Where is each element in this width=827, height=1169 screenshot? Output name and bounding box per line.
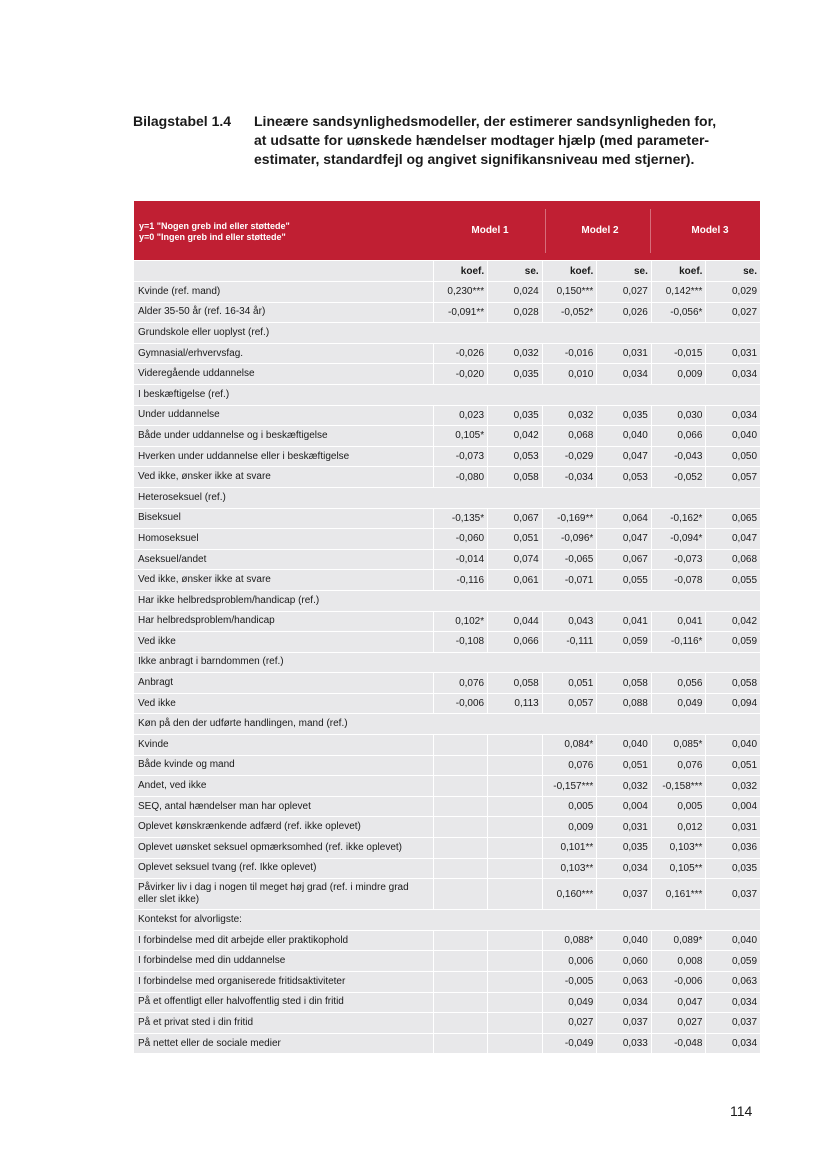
coef-cell: 0,027: [651, 1013, 706, 1033]
coef-cell: 0,032: [542, 406, 597, 426]
coef-cell: -0,080: [433, 467, 488, 487]
row-label: Har ikke helbredsproblem/handicap (ref.): [138, 594, 320, 606]
se-cell: 0,024: [487, 282, 542, 302]
se-cell: 0,055: [596, 570, 651, 590]
se-cell: 0,029: [705, 282, 760, 302]
coef-cell: -0,071: [542, 570, 597, 590]
table-section-row: [134, 591, 760, 612]
se-cell: [487, 879, 542, 909]
row-label: Alder 35-50 år (ref. 16-34 år): [138, 306, 266, 318]
se-cell: 0,031: [596, 817, 651, 837]
table-row: [134, 776, 760, 797]
coef-cell: -0,006: [433, 694, 488, 714]
coef-cell: 0,049: [651, 694, 706, 714]
row-label: Oplevet seksuel tvang (ref. Ikke oplevet): [138, 862, 317, 874]
coef-cell: [433, 1034, 488, 1054]
se-cell: 0,031: [705, 344, 760, 364]
se-cell: 0,034: [705, 993, 760, 1013]
model-2-header: Model 2: [581, 225, 619, 236]
row-label: Køn på den der udførte handlingen, mand (ref.): [138, 718, 348, 730]
subheader-cell: koef.: [651, 261, 706, 281]
se-cell: 0,063: [705, 972, 760, 992]
table-header: [134, 201, 760, 261]
table-row: [134, 303, 760, 324]
coef-cell: -0,014: [433, 550, 488, 570]
model-3-header: Model 3: [691, 225, 729, 236]
coef-cell: -0,006: [651, 972, 706, 992]
coef-cell: -0,029: [542, 447, 597, 467]
coef-cell: [433, 972, 488, 992]
table-section-row: [134, 323, 760, 344]
row-label: [134, 261, 433, 281]
se-cell: 0,042: [705, 612, 760, 632]
row-label: I forbindelse med dit arbejde eller praktikophold: [138, 934, 349, 946]
se-cell: 0,040: [596, 735, 651, 755]
se-cell: 0,051: [705, 756, 760, 776]
row-label: Har helbredsproblem/handicap: [138, 615, 275, 627]
se-cell: 0,026: [596, 303, 651, 323]
se-cell: [487, 735, 542, 755]
coef-cell: 0,006: [542, 951, 597, 971]
se-cell: 0,113: [487, 694, 542, 714]
se-cell: 0,034: [705, 1034, 760, 1054]
se-cell: 0,061: [487, 570, 542, 590]
se-cell: 0,032: [596, 776, 651, 796]
row-label: I forbindelse med organiserede fritidsaktiviteter: [138, 975, 346, 987]
table-row: [134, 859, 760, 880]
se-cell: [487, 1034, 542, 1054]
se-cell: 0,035: [487, 364, 542, 384]
table-row: [134, 632, 760, 653]
se-cell: [487, 972, 542, 992]
table-row: [134, 364, 760, 385]
row-label: Biseksuel: [138, 512, 181, 524]
coef-cell: 0,101**: [542, 838, 597, 858]
dependent-variable: [139, 221, 290, 243]
row-label: Ikke anbragt i barndommen (ref.): [138, 656, 284, 668]
table-row: [134, 817, 760, 838]
se-cell: 0,094: [705, 694, 760, 714]
row-label: Ved ikke: [138, 697, 176, 709]
coef-cell: [433, 735, 488, 755]
se-cell: 0,074: [487, 550, 542, 570]
se-cell: 0,040: [596, 426, 651, 446]
se-cell: 0,064: [596, 509, 651, 529]
se-cell: 0,068: [705, 550, 760, 570]
se-cell: [487, 1013, 542, 1033]
row-label: Homoseksuel: [138, 532, 199, 544]
row-label: På et privat sted i din fritid: [138, 1016, 254, 1028]
row-label: Både under uddannelse og i beskæftigelse: [138, 429, 328, 441]
row-label: Aseksuel/andet: [138, 553, 207, 565]
se-cell: 0,034: [596, 859, 651, 879]
row-label: Oplevet uønsket seksuel opmærksomhed (ref. ikke oplevet): [138, 841, 402, 853]
coef-cell: -0,094*: [651, 529, 706, 549]
se-cell: 0,053: [487, 447, 542, 467]
coef-cell: -0,158***: [651, 776, 706, 796]
se-cell: 0,004: [596, 797, 651, 817]
row-label: Kontekst for alvorligste:: [138, 914, 242, 926]
coef-cell: 0,056: [651, 673, 706, 693]
coef-cell: -0,157***: [542, 776, 597, 796]
coef-cell: [433, 838, 488, 858]
table-row: [134, 993, 760, 1014]
coef-cell: 0,105*: [433, 426, 488, 446]
se-cell: 0,034: [596, 993, 651, 1013]
se-cell: 0,047: [596, 529, 651, 549]
se-cell: 0,041: [596, 612, 651, 632]
coef-cell: 0,010: [542, 364, 597, 384]
coef-cell: 0,103**: [542, 859, 597, 879]
subheader-cell: se.: [596, 261, 651, 281]
row-label: Andet, ved ikke: [138, 780, 207, 792]
row-label: Videregående uddannelse: [138, 368, 255, 380]
coef-cell: 0,043: [542, 612, 597, 632]
coef-cell: -0,049: [542, 1034, 597, 1054]
header-divider: [650, 209, 651, 253]
se-cell: 0,044: [487, 612, 542, 632]
se-cell: 0,034: [596, 364, 651, 384]
coef-cell: [433, 797, 488, 817]
row-label: Oplevet kønskrænkende adfærd (ref. ikke oplevet): [138, 821, 361, 833]
row-label: Grundskole eller uoplyst (ref.): [138, 326, 270, 338]
coef-cell: 0,008: [651, 951, 706, 971]
se-cell: 0,034: [705, 364, 760, 384]
page-number: 114: [730, 1103, 753, 1119]
se-cell: 0,031: [596, 344, 651, 364]
table-row: [134, 529, 760, 550]
coef-cell: -0,052*: [542, 303, 597, 323]
row-label: Under uddannelse: [138, 409, 220, 421]
se-cell: 0,058: [487, 673, 542, 693]
table-row: [134, 509, 760, 530]
coef-cell: 0,066: [651, 426, 706, 446]
se-cell: [487, 993, 542, 1013]
table-row: [134, 570, 760, 591]
table-row: [134, 426, 760, 447]
se-cell: [487, 756, 542, 776]
subheader-cell: koef.: [433, 261, 488, 281]
row-label: Kvinde: [138, 738, 169, 750]
table-section-row: [134, 385, 760, 406]
row-label: Kvinde (ref. mand): [138, 285, 221, 297]
coef-cell: -0,056*: [651, 303, 706, 323]
se-cell: 0,067: [596, 550, 651, 570]
se-cell: [487, 931, 542, 951]
se-cell: 0,067: [487, 509, 542, 529]
row-label: Anbragt: [138, 677, 174, 689]
coef-cell: -0,135*: [433, 509, 488, 529]
table-row: [134, 612, 760, 633]
se-cell: 0,055: [705, 570, 760, 590]
coef-cell: [433, 1013, 488, 1033]
table-row: [134, 467, 760, 488]
subheader-cell: se.: [705, 261, 760, 281]
coef-cell: -0,111: [542, 632, 597, 652]
se-cell: 0,050: [705, 447, 760, 467]
se-cell: 0,037: [705, 879, 760, 909]
table-row: [134, 1034, 760, 1055]
se-cell: 0,047: [596, 447, 651, 467]
coef-cell: -0,048: [651, 1034, 706, 1054]
row-label: Gymnasial/erhvervsfag.: [138, 347, 244, 359]
coef-cell: 0,041: [651, 612, 706, 632]
row-label: Heteroseksuel (ref.): [138, 491, 226, 503]
coef-cell: 0,047: [651, 993, 706, 1013]
coef-cell: 0,030: [651, 406, 706, 426]
coef-cell: -0,162*: [651, 509, 706, 529]
coef-cell: -0,026: [433, 344, 488, 364]
se-cell: 0,027: [705, 303, 760, 323]
coef-cell: 0,105**: [651, 859, 706, 879]
coef-cell: 0,057: [542, 694, 597, 714]
coef-cell: [433, 951, 488, 971]
se-cell: 0,037: [596, 879, 651, 909]
coef-cell: -0,073: [433, 447, 488, 467]
row-label: Påvirker liv i dag i nogen til meget høj grad (ref. i mindre grad eller slet ikke): [138, 882, 409, 906]
se-cell: 0,040: [705, 735, 760, 755]
coef-cell: -0,116*: [651, 632, 706, 652]
table-row: [134, 282, 760, 303]
coef-cell: 0,051: [542, 673, 597, 693]
se-cell: 0,033: [596, 1034, 651, 1054]
se-cell: 0,031: [705, 817, 760, 837]
coef-cell: -0,091**: [433, 303, 488, 323]
se-cell: 0,059: [705, 632, 760, 652]
se-cell: 0,032: [487, 344, 542, 364]
se-cell: 0,058: [705, 673, 760, 693]
row-label: I forbindelse med din uddannelse: [138, 955, 286, 967]
table-row: [134, 931, 760, 952]
row-label: Ved ikke, ønsker ikke at svare: [138, 574, 271, 586]
coef-cell: 0,076: [651, 756, 706, 776]
se-cell: [487, 838, 542, 858]
coef-cell: 0,076: [433, 673, 488, 693]
coef-cell: [433, 859, 488, 879]
table-row: [134, 756, 760, 777]
se-cell: 0,028: [487, 303, 542, 323]
table-row: [134, 550, 760, 571]
se-cell: 0,059: [705, 951, 760, 971]
table-row: [134, 879, 760, 910]
se-cell: 0,065: [705, 509, 760, 529]
coef-cell: -0,005: [542, 972, 597, 992]
se-cell: 0,040: [705, 426, 760, 446]
coef-cell: -0,052: [651, 467, 706, 487]
se-cell: 0,060: [596, 951, 651, 971]
table-row: [134, 406, 760, 427]
table-row: [134, 735, 760, 756]
coef-cell: 0,027: [542, 1013, 597, 1033]
table-row: [134, 972, 760, 993]
se-cell: 0,040: [596, 931, 651, 951]
coef-cell: [433, 776, 488, 796]
coef-cell: -0,096*: [542, 529, 597, 549]
se-cell: 0,058: [596, 673, 651, 693]
table-row: [134, 838, 760, 859]
se-cell: 0,066: [487, 632, 542, 652]
row-label: Ved ikke: [138, 635, 176, 647]
coef-cell: -0,043: [651, 447, 706, 467]
coef-cell: -0,169**: [542, 509, 597, 529]
column-subheader-row: [134, 261, 760, 282]
se-cell: 0,035: [487, 406, 542, 426]
table-section-row: [134, 714, 760, 735]
se-cell: 0,034: [705, 406, 760, 426]
table-section-row: [134, 910, 760, 931]
coef-cell: 0,088*: [542, 931, 597, 951]
se-cell: 0,036: [705, 838, 760, 858]
coef-cell: [433, 993, 488, 1013]
se-cell: [487, 776, 542, 796]
dependent-line-1: y=1 "Nogen greb ind eller støttede": [139, 221, 290, 231]
row-label: Hverken under uddannelse eller i beskæftigelse: [138, 450, 350, 462]
row-label: På nettet eller de sociale medier: [138, 1037, 281, 1049]
coef-cell: 0,084*: [542, 735, 597, 755]
coef-cell: 0,009: [651, 364, 706, 384]
coef-cell: -0,078: [651, 570, 706, 590]
table-section-row: [134, 488, 760, 509]
table-body: [134, 282, 760, 1054]
table-row: [134, 673, 760, 694]
dependent-line-2: y=0 "Ingen greb ind eller støttede": [139, 232, 286, 242]
se-cell: 0,042: [487, 426, 542, 446]
coef-cell: 0,005: [651, 797, 706, 817]
coef-cell: 0,076: [542, 756, 597, 776]
coef-cell: [433, 817, 488, 837]
se-cell: 0,035: [596, 838, 651, 858]
coef-cell: 0,161***: [651, 879, 706, 909]
se-cell: [487, 817, 542, 837]
se-cell: 0,088: [596, 694, 651, 714]
coef-cell: [433, 756, 488, 776]
table-row: [134, 694, 760, 715]
table-row: [134, 447, 760, 468]
caption-title: Lineære sandsynlighedsmodeller, der estimerer sandsynligheden for, at udsatte for uønskede hændelser modtager hjælp (med parameter-estimater, standardfejl og angivet signifikansniveau med stjerner).: [254, 113, 717, 167]
se-cell: 0,057: [705, 467, 760, 487]
coef-cell: 0,085*: [651, 735, 706, 755]
se-cell: 0,059: [596, 632, 651, 652]
row-label: SEQ, antal hændelser man har oplevet: [138, 800, 311, 812]
se-cell: [487, 797, 542, 817]
coef-cell: 0,089*: [651, 931, 706, 951]
coef-cell: 0,023: [433, 406, 488, 426]
table-row: [134, 797, 760, 818]
coef-cell: 0,142***: [651, 282, 706, 302]
se-cell: 0,035: [596, 406, 651, 426]
table-row: [134, 1013, 760, 1034]
row-label: På et offentligt eller halvoffentlig sted i din fritid: [138, 996, 344, 1008]
row-label: Både kvinde og mand: [138, 759, 235, 771]
table-row: [134, 951, 760, 972]
se-cell: [487, 859, 542, 879]
se-cell: 0,040: [705, 931, 760, 951]
row-label: Ved ikke, ønsker ikke at svare: [138, 471, 271, 483]
coef-cell: -0,020: [433, 364, 488, 384]
coef-cell: [433, 931, 488, 951]
subheader-cell: koef.: [542, 261, 597, 281]
coef-cell: -0,015: [651, 344, 706, 364]
se-cell: 0,004: [705, 797, 760, 817]
se-cell: 0,051: [487, 529, 542, 549]
se-cell: 0,037: [596, 1013, 651, 1033]
coef-cell: 0,103**: [651, 838, 706, 858]
coef-cell: 0,012: [651, 817, 706, 837]
se-cell: 0,035: [705, 859, 760, 879]
row-label: I beskæftigelse (ref.): [138, 388, 230, 400]
coef-cell: [433, 879, 488, 909]
se-cell: 0,053: [596, 467, 651, 487]
coef-cell: -0,108: [433, 632, 488, 652]
se-cell: 0,032: [705, 776, 760, 796]
se-cell: 0,058: [487, 467, 542, 487]
coef-cell: 0,160***: [542, 879, 597, 909]
coef-cell: -0,065: [542, 550, 597, 570]
table-row: [134, 344, 760, 365]
se-cell: 0,027: [596, 282, 651, 302]
se-cell: [487, 951, 542, 971]
coef-cell: -0,116: [433, 570, 488, 590]
coef-cell: 0,068: [542, 426, 597, 446]
regression-table: [134, 201, 760, 1054]
coef-cell: 0,049: [542, 993, 597, 1013]
model-1-header: Model 1: [471, 225, 509, 236]
subheader-cell: se.: [487, 261, 542, 281]
table-section-row: [134, 653, 760, 674]
coef-cell: 0,009: [542, 817, 597, 837]
coef-cell: -0,016: [542, 344, 597, 364]
se-cell: 0,037: [705, 1013, 760, 1033]
se-cell: 0,051: [596, 756, 651, 776]
se-cell: 0,063: [596, 972, 651, 992]
coef-cell: -0,060: [433, 529, 488, 549]
coef-cell: -0,073: [651, 550, 706, 570]
coef-cell: 0,102*: [433, 612, 488, 632]
coef-cell: -0,034: [542, 467, 597, 487]
coef-cell: 0,150***: [542, 282, 597, 302]
caption-label: Bilagstabel 1.4: [133, 113, 232, 129]
coef-cell: 0,230***: [433, 282, 488, 302]
se-cell: 0,047: [705, 529, 760, 549]
coef-cell: 0,005: [542, 797, 597, 817]
